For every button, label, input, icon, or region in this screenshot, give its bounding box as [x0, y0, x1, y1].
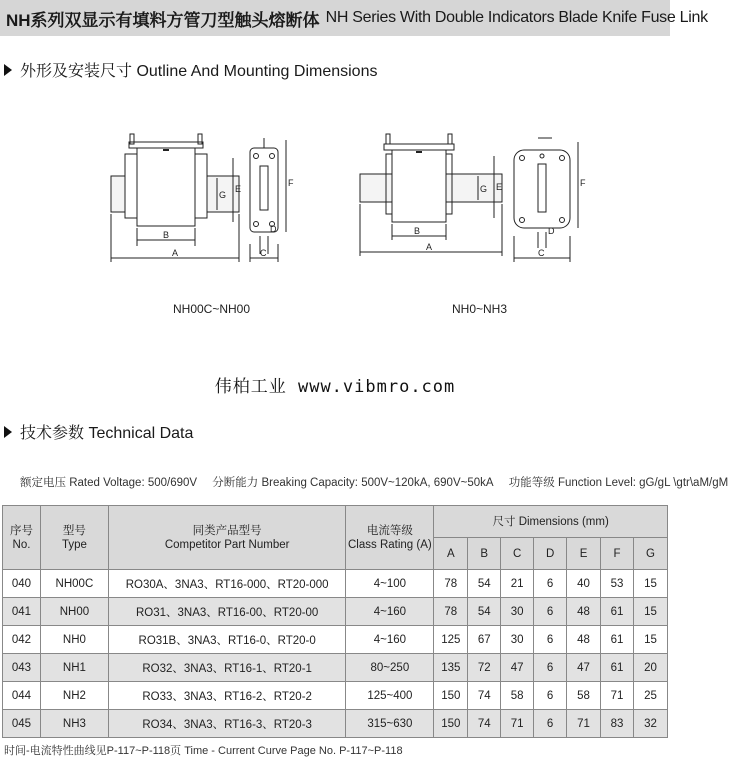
triangle-bullet-icon [4, 64, 12, 76]
dim-c-label-right: C [538, 248, 545, 258]
header-no: 序号 No. [3, 506, 41, 570]
dim-d-label-right: D [548, 226, 555, 236]
header-col-d: D [534, 538, 567, 570]
function-level: 功能等级 Function Level: gG/gL \gtr\aM/gM [508, 477, 729, 489]
dim-f-label-left: F [288, 178, 294, 188]
breaking-capacity: 分断能力 Breaking Capacity: 500V~120kA, 690V~50kA [212, 477, 494, 489]
drawing-nh00-side [240, 136, 295, 266]
dim-b-label-right: B [414, 226, 421, 236]
title-en: NH Series With Double Indicators Blade Knife Fuse Link [325, 9, 708, 26]
header-col-c: C [501, 538, 534, 570]
table-row: 043 NH1 RO32、3NA3、RT16-1、RT20-1 80~250 135 72 47 6 47 61 20 [3, 654, 668, 682]
dim-g-label-right: G [480, 184, 488, 194]
drawing-nh0-front [356, 132, 506, 258]
triangle-bullet-icon [4, 426, 12, 438]
dim-a-label: A [172, 248, 179, 258]
table-row: 040 NH00C RO30A、3NA3、RT16-000、RT20-000 4~100 78 54 21 6 40 53 15 [3, 570, 668, 598]
dim-e-label: E [235, 184, 242, 194]
dim-c-label-left: C [260, 248, 267, 258]
header-col-e: E [567, 538, 601, 570]
header-dimensions: 尺寸 Dimensions (mm) [434, 506, 668, 538]
dim-e-label-right: E [496, 182, 503, 192]
watermark: 伟柏工业 www.vibmro.com [214, 377, 456, 397]
caption-right: NH0~NH3 [452, 302, 508, 316]
header-type: 型号 Type [40, 506, 108, 570]
table-row: 044 NH2 RO33、3NA3、RT16-2、RT20-2 125~400 150 74 58 6 58 71 25 [3, 682, 668, 710]
footnote: 时间-电流特性曲线见P-117~P-118页 Time - Current Curve Page No. P-117~P-118 [4, 745, 403, 757]
dim-g-label: G [219, 190, 227, 200]
outline-heading [4, 58, 377, 81]
title-cn: NH系列双显示有填料方管刀型触头熔断体 [6, 10, 320, 30]
dim-f-label-right: F [580, 178, 586, 188]
dim-b-label: B [163, 230, 170, 240]
technical-heading [4, 420, 193, 443]
drawing-nh00-front [105, 128, 245, 270]
header-col-g: G [633, 538, 667, 570]
outline-heading-text: 外形及安装尺寸 Outline And Mounting Dimensions [20, 63, 378, 80]
header-col-f: F [601, 538, 634, 570]
caption-left: NH00C~NH00 [173, 302, 251, 316]
technical-params [20, 474, 740, 490]
header-competitor: 同类产品型号 Competitor Part Number [108, 506, 346, 570]
header-col-b: B [468, 538, 501, 570]
dim-a-label-right: A [426, 242, 433, 252]
header-col-a: A [434, 538, 468, 570]
technical-heading-text: 技术参数 Technical Data [20, 425, 194, 442]
page-title [0, 0, 708, 36]
table-row: 042 NH0 RO31B、3NA3、RT16-0、RT20-0 4~160 125 67 30 6 48 61 15 [3, 626, 668, 654]
rated-voltage: 额定电压 Rated Voltage: 500/690V [20, 477, 198, 489]
table-row: 045 NH3 RO34、3NA3、RT16-3、RT20-3 315~630 150 74 71 6 71 83 32 [3, 710, 668, 738]
spec-table [2, 505, 668, 738]
table-row: 041 NH00 RO31、3NA3、RT16-00、RT20-00 4~160 78 54 30 6 48 61 15 [3, 598, 668, 626]
drawing-nh0-side [508, 136, 588, 266]
header-class: 电流等级 Class Rating (A) [346, 506, 434, 570]
dim-d-label-left: D [270, 224, 277, 234]
